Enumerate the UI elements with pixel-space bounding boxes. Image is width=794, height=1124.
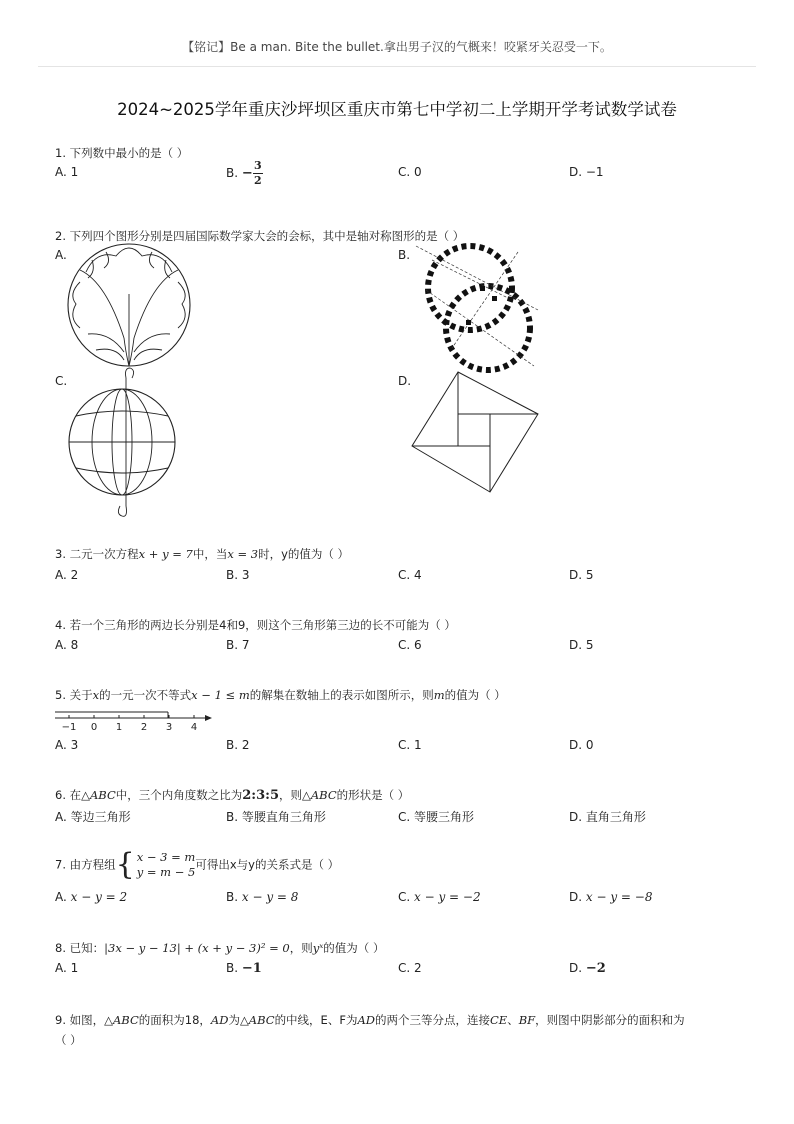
number-line-label: 4 [190, 722, 198, 733]
q1-option-d[interactable]: D. −1 [569, 165, 604, 179]
q4-option-d[interactable]: D. 5 [569, 638, 594, 652]
number-line-label: −1 [61, 722, 77, 733]
number-line-label: 1 [115, 722, 123, 733]
q7-option-a[interactable]: A. x − y = 2 [55, 890, 128, 904]
q8-option-c[interactable]: C. 2 [398, 961, 422, 975]
q8-option-a[interactable]: A. 1 [55, 961, 79, 975]
q2-figure-a [66, 242, 192, 368]
q4-option-b[interactable]: B. 7 [226, 638, 250, 652]
q7-stem: 7. 由方程组 { x − 3 = m y = m − 5 可得出x与y的关系式是（ ） [55, 847, 340, 882]
q8-option-b[interactable]: B. −1 [226, 961, 262, 976]
fraction: $\frac{3}{2}$ [253, 159, 262, 187]
q4-stem: 4. 若一个三角形的两边长分别是4和9，则这个三角形第三边的长不可能为（ ） [55, 618, 456, 632]
equation-system: { x − 3 = m y = m − 5 [115, 847, 196, 882]
motto-header: 【铭记】Be a man. Bite the bullet.拿出男子汉的气概来！咬紧牙关忍受一下。 [182, 40, 612, 54]
q1-option-b[interactable]: B. − $\frac{3}{2}$ [226, 159, 262, 187]
q6-option-a[interactable]: A. 等边三角形 [55, 810, 131, 824]
q3-stem: 3. 二元一次方程x + y = 7中，当x = 3时，y的值为（ ） [55, 547, 350, 561]
q7-option-c[interactable]: C. x − y = −2 [398, 890, 481, 904]
q2-option-d[interactable]: D. [398, 374, 412, 388]
page-title: 2024~2025学年重庆沙坪坝区重庆市第七中学初二上学期开学考试数学试卷 [117, 100, 677, 119]
q5-option-d[interactable]: D. 0 [569, 738, 594, 752]
q1-option-a[interactable]: A. 1 [55, 165, 79, 179]
q9-stem-line2: （ ） [55, 1033, 82, 1047]
number-line-label: 2 [140, 722, 148, 733]
q5-option-b[interactable]: B. 2 [226, 738, 250, 752]
q3-option-c[interactable]: C. 4 [398, 568, 422, 582]
q3-option-b[interactable]: B. 3 [226, 568, 250, 582]
q5-option-c[interactable]: C. 1 [398, 738, 422, 752]
q3-option-a[interactable]: A. 2 [55, 568, 79, 582]
q5-stem: 5. 关于x的一元一次不等式x − 1 ≤ m的解集在数轴上的表示如图所示，则m的值为（ ） [55, 688, 506, 702]
q2-option-a[interactable]: A. [55, 248, 67, 262]
q5-number-line [55, 708, 215, 736]
q6-stem: 6. 在△ABC中，三个内角度数之比为2:3:5，则△ABC的形状是（ ） [55, 788, 410, 803]
q9-stem: 9. 如图，△ABC的面积为18，AD为△ABC的中线，E、F为AD的两个三等分点，连接CE、BF，则图中阴影部分的面积和为 [55, 1013, 685, 1027]
q2-figure-c [66, 366, 180, 520]
number-line-label: 3 [165, 722, 173, 733]
q1-stem: 1. 下列数中最小的是（ ） [55, 146, 189, 160]
q2-figure-b [408, 238, 544, 372]
q5-option-a[interactable]: A. 3 [55, 738, 79, 752]
q6-option-d[interactable]: D. 直角三角形 [569, 810, 646, 824]
header-divider [38, 66, 756, 67]
number-line-label: 0 [90, 722, 98, 733]
q6-option-b[interactable]: B. 等腰直角三角形 [226, 810, 326, 824]
q3-option-d[interactable]: D. 5 [569, 568, 594, 582]
q2-option-c[interactable]: C. [55, 374, 68, 388]
q7-option-b[interactable]: B. x − y = 8 [226, 890, 299, 904]
q4-option-c[interactable]: C. 6 [398, 638, 422, 652]
q2-stem: 2. 下列四个图形分别是四届国际数学家大会的会标，其中是轴对称图形的是（ ） [55, 229, 465, 243]
q2-option-b[interactable]: B. [398, 248, 411, 262]
q8-stem: 8. 已知：|3x − y − 13| + (x + y − 3)² = 0，则yˣ的值为（ ） [55, 941, 385, 955]
q7-option-d[interactable]: D. x − y = −8 [569, 890, 653, 904]
q4-option-a[interactable]: A. 8 [55, 638, 79, 652]
q1-option-c[interactable]: C. 0 [398, 165, 422, 179]
q6-option-c[interactable]: C. 等腰三角形 [398, 810, 475, 824]
q2-figure-d [410, 370, 540, 494]
q8-option-d[interactable]: D. −2 [569, 961, 606, 976]
